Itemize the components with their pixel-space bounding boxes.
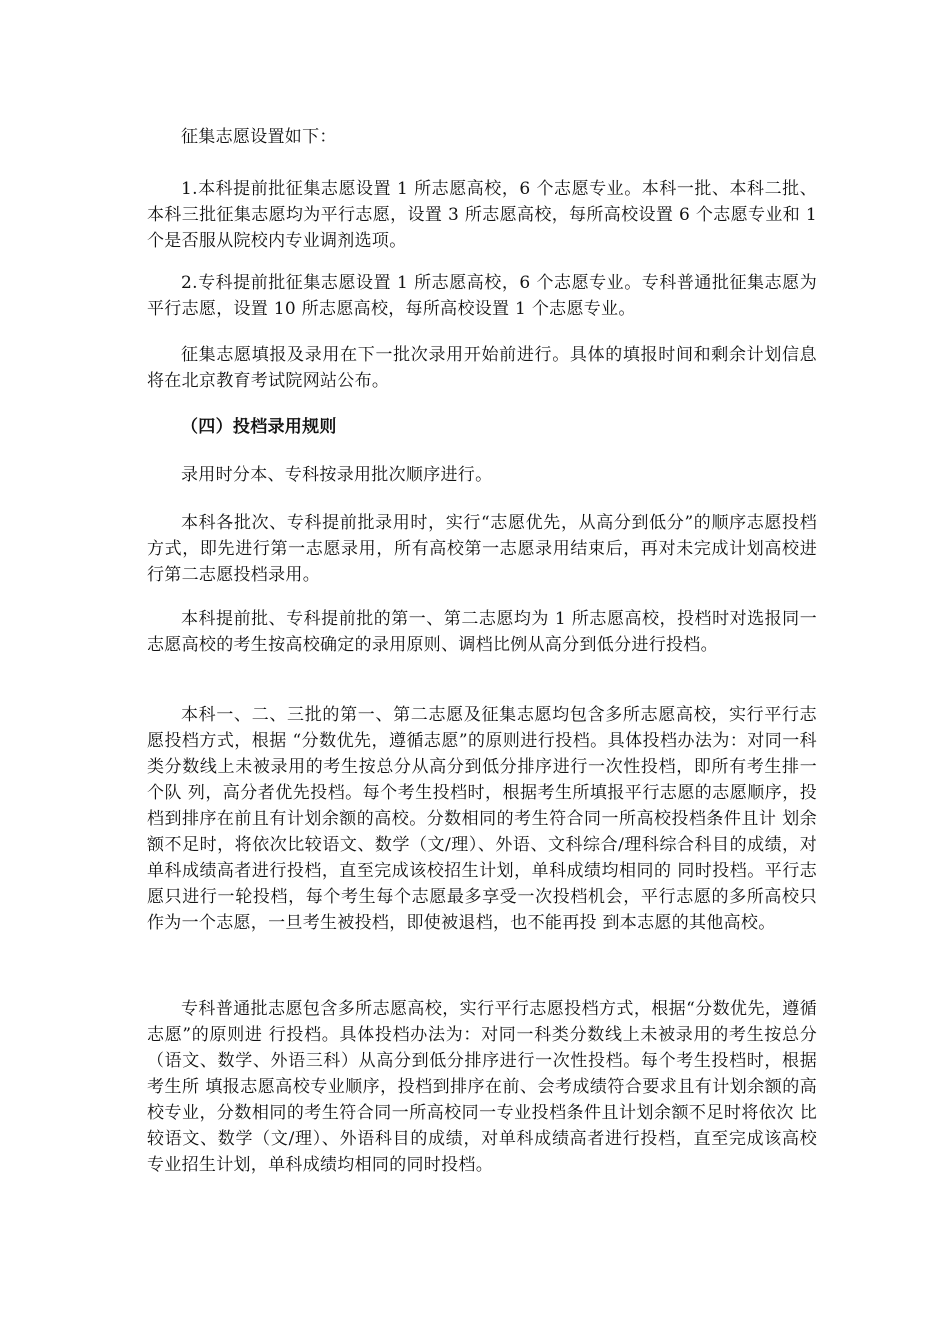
item-1-paragraph: 1.本科提前批征集志愿设置 1 所志愿高校，6 个志愿专业。本科一批、本科二批、本科三批征集志愿均为平行志愿，设置 3 所志愿高校，每所高校设置 6 个志愿专业和 1 个是否服从院校内专业调剂选项。 bbox=[147, 179, 817, 251]
note-paragraph: 征集志愿填报及录用在下一批次录用开始前进行。具体的填报时间和剩余计划信息将在北京教育考试院网站公布。 bbox=[147, 345, 817, 391]
section-heading: （四）投档录用规则 bbox=[181, 417, 337, 437]
item-2-paragraph: 2.专科提前批征集志愿设置 1 所志愿高校，6 个志愿专业。专科普通批征集志愿为平行志愿，设置 10 所志愿高校，每所高校设置 1 个志愿专业。 bbox=[147, 273, 817, 319]
paragraph-2: 本科各批次、专科提前批录用时，实行“志愿优先，从高分到低分”的顺序志愿投档方式，即先进行第一志愿录用，所有高校第一志愿录用结束后，再对未完成计划高校进行第二志愿投档录用。 bbox=[147, 513, 817, 585]
paragraph-4: 本科一、二、三批的第一、第二志愿及征集志愿均包含多所志愿高校，实行平行志愿投档方式，根据 “分数优先，遵循志愿”的原则进行投档。具体投档办法为：对同一科类分数线上未被录用的考生按总分从高分到低分排序进行一次性投档，即所有考生排一个队 列，高分者优先投档。每个考生投档时，根据考生所填报平行志愿的志愿顺序，投档到排序在前且有计划余额的高校。分数相同的考生符合同一所高校投档条件且计 划余额不足时，将依次比较语文、数学（文/理）、外语、文科综合/理科综合科目的成绩，对单科成绩高者进行投档，直至完成该校招生计划，单科成绩均相同的 同时投档。平行志愿只进行一轮投档，每个考生每个志愿最多享受一次投档机会，平行志愿的多所高校只作为一个志愿，一旦考生被投档，即使被退档，也不能再投 到本志愿的其他高校。 bbox=[147, 705, 817, 933]
intro-paragraph: 征集志愿设置如下： bbox=[181, 127, 337, 147]
paragraph-5: 专科普通批志愿包含多所志愿高校，实行平行志愿投档方式，根据“分数优先，遵循志愿”的原则进 行投档。具体投档办法为：对同一科类分数线上未被录用的考生按总分（语文、数学、外语三科）从高分到低分排序进行一次性投档。每个考生投档时，根据考生所 填报志愿高校专业顺序，投档到排序在前、会考成绩符合要求且有计划余额的高校专业，分数相同的考生符合同一所高校同一专业投档条件且计划余额不足时将依次 比较语文、数学（文/理）、外语科目的成绩，对单科成绩高者进行投档，直至完成该高校专业招生计划，单科成绩均相同的同时投档。 bbox=[147, 999, 817, 1175]
paragraph-1: 录用时分本、专科按录用批次顺序进行。 bbox=[181, 465, 493, 485]
paragraph-3: 本科提前批、专科提前批的第一、第二志愿均为 1 所志愿高校，投档时对选报同一志愿高校的考生按高校确定的录用原则、调档比例从高分到低分进行投档。 bbox=[147, 609, 817, 655]
